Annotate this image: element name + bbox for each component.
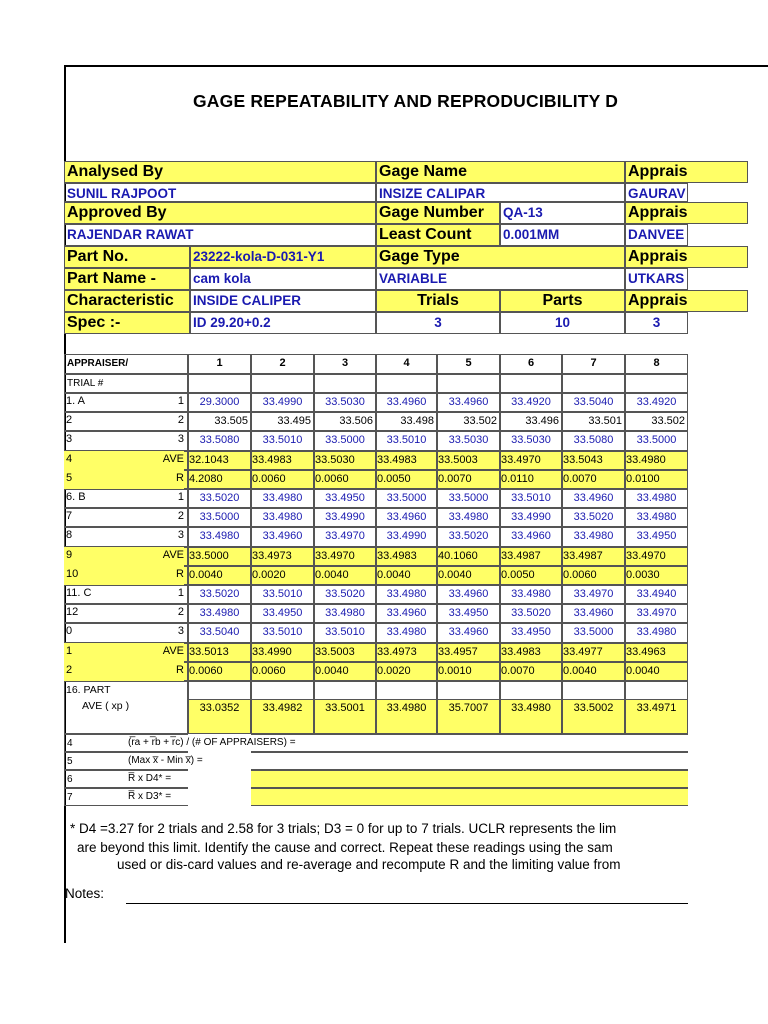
parts-label: Parts bbox=[500, 290, 625, 312]
column-header: 5 bbox=[437, 354, 500, 374]
data-cell[interactable]: 33.502 bbox=[625, 412, 688, 431]
data-cell[interactable]: 33.4980 bbox=[625, 451, 688, 470]
gage-number-value: QA-13 bbox=[500, 202, 625, 224]
column-header-blank bbox=[314, 374, 376, 393]
data-cell[interactable]: 33.5000 bbox=[625, 431, 688, 451]
data-cell[interactable]: 0.0050 bbox=[376, 470, 437, 489]
row-label-b: AVE bbox=[125, 547, 184, 566]
appraiser-label-3: Apprais bbox=[625, 246, 748, 268]
data-cell[interactable]: 33.4990 bbox=[251, 393, 314, 412]
analysed-by-value: SUNIL RAJPOOT bbox=[64, 183, 376, 202]
data-cell[interactable]: 33.5000 bbox=[437, 489, 500, 508]
row-label-a: 1. A bbox=[66, 395, 85, 407]
row-label-a: 6. B bbox=[66, 491, 86, 503]
data-cell[interactable]: 33.4960 bbox=[562, 604, 625, 623]
summary-row-text: R̅ x D3* = bbox=[128, 791, 172, 802]
column-header: 3 bbox=[314, 354, 376, 374]
data-cell[interactable]: 40.1060 bbox=[437, 547, 500, 566]
row-label-b: 1 bbox=[177, 395, 184, 407]
summary-row-value bbox=[251, 734, 688, 752]
data-cell[interactable]: 33.4960 bbox=[376, 393, 437, 412]
data-cell[interactable]: 33.4960 bbox=[437, 393, 500, 412]
data-cell[interactable]: 0.0040 bbox=[188, 566, 251, 585]
appraiser-value-1: GAURAV bbox=[625, 183, 688, 202]
data-cell[interactable]: 33.5020 bbox=[437, 527, 500, 547]
data-cell[interactable]: 33.4970 bbox=[625, 604, 688, 623]
data-cell[interactable]: 33.5040 bbox=[562, 393, 625, 412]
row-label-b: AVE bbox=[125, 451, 184, 470]
part-ave-cell[interactable]: 33.4971 bbox=[625, 699, 688, 734]
data-cell[interactable]: 33.5003 bbox=[314, 643, 376, 662]
page-title: GAGE REPEATABILITY AND REPRODUCIBILITY D bbox=[193, 91, 619, 111]
data-cell[interactable]: 33.4983 bbox=[376, 451, 437, 470]
data-cell[interactable]: 33.5030 bbox=[437, 431, 500, 451]
data-cell[interactable]: 33.5040 bbox=[188, 623, 251, 643]
data-cell[interactable]: 0.0060 bbox=[562, 566, 625, 585]
data-cell[interactable]: 33.5080 bbox=[188, 431, 251, 451]
part-name-label: Part Name - bbox=[64, 268, 190, 290]
data-cell[interactable]: 33.4980 bbox=[376, 623, 437, 643]
data-cell[interactable]: 33.5020 bbox=[188, 585, 251, 604]
data-cell[interactable]: 33.5000 bbox=[314, 431, 376, 451]
gage-name-label: Gage Name bbox=[376, 161, 625, 183]
data-cell[interactable]: 0.0040 bbox=[437, 566, 500, 585]
summary-row-number: 7 bbox=[64, 788, 188, 806]
appraiser-value-3: UTKARS bbox=[625, 268, 688, 290]
data-cell[interactable]: 0.0040 bbox=[376, 566, 437, 585]
data-cell[interactable]: 33.5030 bbox=[314, 451, 376, 470]
row-label-a: 7 bbox=[66, 510, 73, 522]
data-cell[interactable]: 33.5020 bbox=[314, 585, 376, 604]
data-cell[interactable]: 33.5003 bbox=[437, 451, 500, 470]
data-cell[interactable]: 0.0060 bbox=[251, 662, 314, 681]
data-cell[interactable]: 33.4980 bbox=[437, 508, 500, 527]
data-cell[interactable]: 33.4980 bbox=[625, 489, 688, 508]
row-label-b: R bbox=[125, 470, 184, 489]
row-label-a: 10 bbox=[64, 566, 125, 585]
summary-row-number: 5 bbox=[64, 752, 188, 770]
data-cell[interactable]: 33.4973 bbox=[251, 547, 314, 566]
data-cell[interactable]: 33.4950 bbox=[437, 604, 500, 623]
spec-label: Spec :- bbox=[64, 312, 190, 334]
notes-label: Notes: bbox=[65, 886, 105, 901]
data-cell[interactable]: 0.0040 bbox=[314, 662, 376, 681]
column-header-blank bbox=[562, 374, 625, 393]
row-label-b: 3 bbox=[177, 433, 184, 445]
data-cell[interactable]: 33.5080 bbox=[562, 431, 625, 451]
summary-row-value[interactable] bbox=[251, 788, 688, 806]
ave-label: AVE ( xp ) bbox=[82, 700, 130, 712]
row-label-a: 2 bbox=[64, 662, 125, 681]
part-name-value: cam kola bbox=[190, 268, 376, 290]
least-count-label: Least Count bbox=[376, 224, 500, 246]
data-cell[interactable]: 33.505 bbox=[188, 412, 251, 431]
summary-row-number: 4 bbox=[64, 734, 188, 752]
approved-by-label: Approved By bbox=[64, 202, 376, 224]
data-cell[interactable]: 33.4990 bbox=[500, 508, 562, 527]
data-cell[interactable]: 33.501 bbox=[562, 412, 625, 431]
approved-by-value: RAJENDAR RAWAT bbox=[64, 224, 376, 246]
row-label-b: 2 bbox=[177, 606, 184, 618]
data-cell[interactable]: 0.0070 bbox=[562, 470, 625, 489]
data-cell[interactable]: 33.4970 bbox=[625, 547, 688, 566]
data-cell[interactable]: 33.4920 bbox=[500, 393, 562, 412]
part-ave-cell[interactable]: 33.4980 bbox=[500, 699, 562, 734]
data-cell[interactable]: 33.4960 bbox=[437, 585, 500, 604]
data-cell[interactable]: 33.4960 bbox=[251, 527, 314, 547]
data-cell[interactable]: 33.4960 bbox=[562, 489, 625, 508]
data-cell[interactable]: 33.4950 bbox=[251, 604, 314, 623]
data-cell[interactable]: 0.0060 bbox=[188, 662, 251, 681]
row-label-a: 1 bbox=[64, 643, 125, 662]
data-cell[interactable]: 33.5020 bbox=[500, 604, 562, 623]
column-header-blank bbox=[376, 374, 437, 393]
data-cell[interactable]: 33.498 bbox=[376, 412, 437, 431]
column-header-blank bbox=[625, 374, 688, 393]
summary-row-text: (r̅a + r̅b + r̅c) / (# OF APPRAISERS) = bbox=[128, 737, 296, 748]
data-cell[interactable]: 33.4970 bbox=[314, 527, 376, 547]
least-count-value: 0.001MM bbox=[500, 224, 625, 246]
data-cell[interactable]: 33.4987 bbox=[500, 547, 562, 566]
row-label-b: R bbox=[125, 662, 184, 681]
appraiser-value-2: DANVEE bbox=[625, 224, 688, 246]
data-cell[interactable]: 33.4920 bbox=[625, 393, 688, 412]
row-label-b: R bbox=[125, 566, 184, 585]
data-cell[interactable]: 0.0070 bbox=[437, 470, 500, 489]
data-cell[interactable]: 33.4960 bbox=[500, 527, 562, 547]
column-header-blank bbox=[500, 374, 562, 393]
trials-value: 3 bbox=[376, 312, 500, 334]
data-cell[interactable]: 33.4980 bbox=[251, 508, 314, 527]
summary-row-text: R̅ x D4* = bbox=[128, 773, 172, 784]
data-cell[interactable]: 33.506 bbox=[314, 412, 376, 431]
row-label-b: 1 bbox=[177, 491, 184, 503]
data-cell[interactable]: 33.4987 bbox=[562, 547, 625, 566]
column-header: 1 bbox=[188, 354, 251, 374]
data-cell[interactable]: 0.0050 bbox=[500, 566, 562, 585]
data-cell[interactable]: 33.4983 bbox=[376, 547, 437, 566]
row-label-a: 11. C bbox=[66, 587, 92, 599]
appraiser-label-4: Apprais bbox=[625, 290, 748, 312]
data-cell[interactable]: 33.4980 bbox=[314, 604, 376, 623]
column-header: 7 bbox=[562, 354, 625, 374]
data-cell[interactable]: 33.4963 bbox=[625, 643, 688, 662]
column-header: 6 bbox=[500, 354, 562, 374]
data-cell[interactable]: 33.4960 bbox=[376, 508, 437, 527]
data-cell[interactable]: 33.5010 bbox=[251, 623, 314, 643]
data-cell[interactable]: 33.4980 bbox=[625, 508, 688, 527]
grid-header-trial: TRIAL # bbox=[64, 374, 188, 393]
part-ave-cell[interactable]: 33.5002 bbox=[562, 699, 625, 734]
data-cell[interactable]: 33.4950 bbox=[500, 623, 562, 643]
data-cell[interactable]: 33.4970 bbox=[562, 585, 625, 604]
data-cell[interactable]: 0.0010 bbox=[437, 662, 500, 681]
column-header: 2 bbox=[251, 354, 314, 374]
data-cell[interactable]: 33.5000 bbox=[188, 508, 251, 527]
part-ave-cell[interactable]: 33.4980 bbox=[376, 699, 437, 734]
data-cell[interactable]: 33.4960 bbox=[376, 604, 437, 623]
analysed-by-label: Analysed By bbox=[64, 161, 376, 183]
column-header-blank bbox=[437, 374, 500, 393]
data-cell[interactable]: 33.4977 bbox=[562, 643, 625, 662]
trials-label: Trials bbox=[376, 290, 500, 312]
row-label-b: AVE bbox=[125, 643, 184, 662]
row-label-a: 12 bbox=[66, 606, 79, 618]
column-header-blank bbox=[251, 374, 314, 393]
column-header: 8 bbox=[625, 354, 688, 374]
data-cell[interactable]: 0.0020 bbox=[251, 566, 314, 585]
appraiser-label-2: Apprais bbox=[625, 202, 748, 224]
data-cell[interactable]: 33.5030 bbox=[500, 431, 562, 451]
data-cell[interactable]: 33.495 bbox=[251, 412, 314, 431]
part-ave-cell[interactable]: 33.4982 bbox=[251, 699, 314, 734]
row-label-a: 8 bbox=[66, 529, 73, 541]
parts-value: 10 bbox=[500, 312, 625, 334]
footnote-line-3: used or dis-card values and re-average and recompute R and the limiting value from bbox=[117, 857, 621, 872]
data-cell[interactable]: 33.5010 bbox=[376, 431, 437, 451]
gage-number-label: Gage Number bbox=[376, 202, 500, 224]
data-cell[interactable]: 0.0040 bbox=[562, 662, 625, 681]
data-cell[interactable]: 32.1043 bbox=[188, 451, 251, 470]
part-ave-cell[interactable]: 33.0352 bbox=[188, 699, 251, 734]
row-label-a: 3 bbox=[66, 433, 73, 445]
data-cell[interactable]: 33.4980 bbox=[625, 623, 688, 643]
notes-line bbox=[126, 903, 688, 904]
summary-row-value[interactable] bbox=[251, 770, 688, 788]
part-ave-cell[interactable]: 33.5001 bbox=[314, 699, 376, 734]
data-cell[interactable]: 33.4980 bbox=[188, 604, 251, 623]
characteristic-label: Characteristic bbox=[64, 290, 190, 312]
gage-type-value: VARIABLE bbox=[376, 268, 625, 290]
data-cell[interactable]: 33.5000 bbox=[376, 489, 437, 508]
data-cell[interactable]: 33.4990 bbox=[376, 527, 437, 547]
footnote-line-1: * D4 =3.27 for 2 trials and 2.58 for 3 trials; D3 = 0 for up to 7 trials. UCLR represents the lim bbox=[70, 821, 617, 836]
data-cell[interactable]: 33.4980 bbox=[562, 527, 625, 547]
data-cell[interactable]: 33.5013 bbox=[188, 643, 251, 662]
data-cell[interactable]: 33.5030 bbox=[314, 393, 376, 412]
data-cell[interactable]: 33.496 bbox=[500, 412, 562, 431]
data-cell[interactable]: 4.2080 bbox=[188, 470, 251, 489]
data-cell[interactable]: 33.4980 bbox=[251, 489, 314, 508]
grid-header-appraiser: APPRAISER/ bbox=[64, 354, 188, 374]
row-label-b: 2 bbox=[177, 510, 184, 522]
part-no-label: Part No. bbox=[64, 246, 190, 268]
column-header: 4 bbox=[376, 354, 437, 374]
data-cell[interactable]: 0.0020 bbox=[376, 662, 437, 681]
appraiser-label-1: Apprais bbox=[625, 161, 748, 183]
part-no-value: 23222-kola-D-031-Y1 bbox=[190, 246, 376, 268]
data-cell[interactable]: 0.0100 bbox=[625, 470, 688, 489]
column-header-blank bbox=[188, 374, 251, 393]
row-label-b: 3 bbox=[177, 529, 184, 541]
characteristic-value: INSIDE CALIPER bbox=[190, 290, 376, 312]
data-cell[interactable]: 33.5000 bbox=[188, 547, 251, 566]
data-cell[interactable]: 33.4950 bbox=[314, 489, 376, 508]
data-cell[interactable]: 33.5010 bbox=[500, 489, 562, 508]
data-cell[interactable]: 33.5010 bbox=[314, 623, 376, 643]
data-cell[interactable]: 33.4970 bbox=[500, 451, 562, 470]
data-cell[interactable]: 33.4990 bbox=[251, 643, 314, 662]
data-cell[interactable]: 33.4983 bbox=[500, 643, 562, 662]
row-label-a: 9 bbox=[64, 547, 125, 566]
row-label-a: 5 bbox=[64, 470, 125, 489]
row-label-b: 3 bbox=[177, 625, 184, 637]
data-cell[interactable]: 0.0040 bbox=[625, 662, 688, 681]
data-cell[interactable]: 33.4980 bbox=[500, 585, 562, 604]
row-label-a: 4 bbox=[64, 451, 125, 470]
data-cell[interactable]: 33.4970 bbox=[314, 547, 376, 566]
data-cell[interactable]: 33.5000 bbox=[562, 623, 625, 643]
part-label: 16. PART bbox=[66, 684, 111, 696]
data-cell[interactable]: 33.4957 bbox=[437, 643, 500, 662]
spec-value: ID 29.20+0.2 bbox=[190, 312, 376, 334]
data-cell[interactable]: 33.5020 bbox=[562, 508, 625, 527]
data-cell[interactable]: 29.3000 bbox=[188, 393, 251, 412]
data-cell[interactable]: 0.0070 bbox=[500, 662, 562, 681]
data-cell[interactable]: 0.0110 bbox=[500, 470, 562, 489]
data-cell[interactable]: 33.5010 bbox=[251, 585, 314, 604]
data-cell[interactable]: 33.5010 bbox=[251, 431, 314, 451]
data-cell[interactable]: 33.4950 bbox=[625, 527, 688, 547]
data-cell[interactable]: 0.0060 bbox=[314, 470, 376, 489]
data-cell[interactable]: 33.4960 bbox=[437, 623, 500, 643]
data-cell[interactable]: 0.0040 bbox=[314, 566, 376, 585]
data-cell[interactable]: 0.0030 bbox=[625, 566, 688, 585]
data-cell[interactable]: 0.0060 bbox=[251, 470, 314, 489]
data-cell[interactable]: 33.4973 bbox=[376, 643, 437, 662]
data-cell[interactable]: 33.502 bbox=[437, 412, 500, 431]
data-cell[interactable]: 33.5043 bbox=[562, 451, 625, 470]
gage-name-value: INSIZE CALIPAR bbox=[376, 183, 625, 202]
data-cell[interactable]: 33.4990 bbox=[314, 508, 376, 527]
row-label-b: 1 bbox=[177, 587, 184, 599]
data-cell[interactable]: 33.4980 bbox=[376, 585, 437, 604]
summary-row-value bbox=[251, 752, 688, 770]
data-cell[interactable]: 33.5020 bbox=[188, 489, 251, 508]
appraiser-value-4: 3 bbox=[625, 312, 688, 334]
gage-type-label: Gage Type bbox=[376, 246, 625, 268]
row-label-b: 2 bbox=[177, 414, 184, 426]
data-cell[interactable]: 33.4940 bbox=[625, 585, 688, 604]
row-label-a: 0 bbox=[66, 625, 73, 637]
summary-row-number: 6 bbox=[64, 770, 188, 788]
row-label-a: 2 bbox=[66, 414, 73, 426]
part-ave-cell[interactable]: 35.7007 bbox=[437, 699, 500, 734]
footnote-line-2: are beyond this limit. Identify the cause and correct. Repeat these readings using the sam bbox=[77, 840, 613, 855]
summary-row-text: (Max x̅ - Min x̅) = bbox=[128, 755, 203, 766]
data-cell[interactable]: 33.4980 bbox=[188, 527, 251, 547]
data-cell[interactable]: 33.4983 bbox=[251, 451, 314, 470]
